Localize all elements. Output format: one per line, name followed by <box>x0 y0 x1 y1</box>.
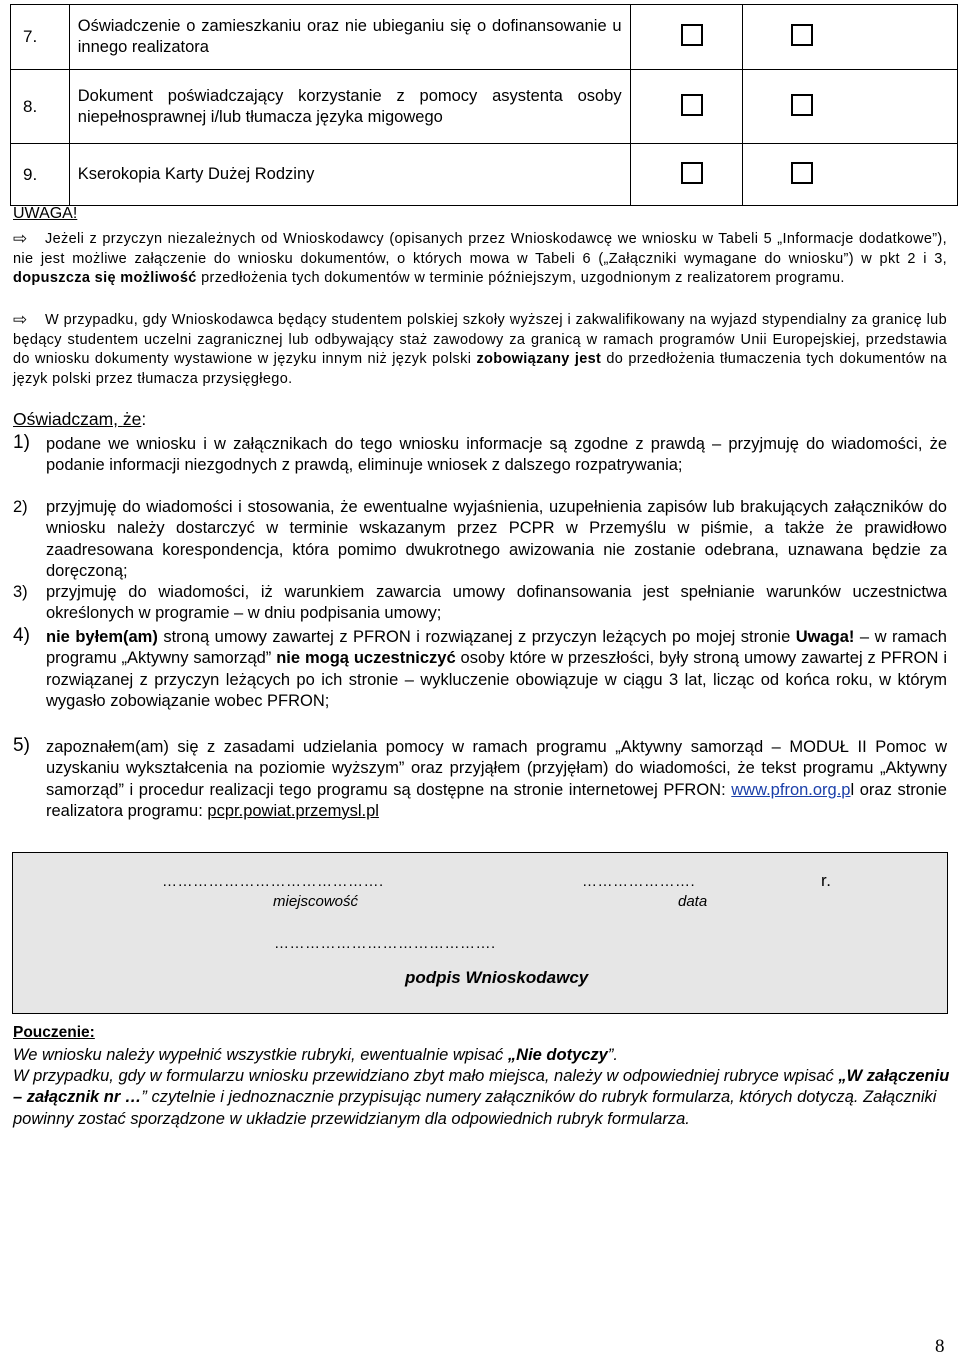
date-suffix: r. <box>821 871 832 890</box>
row-number: 9. <box>11 144 70 206</box>
item-number: 2) <box>13 498 28 516</box>
item-number: 1) <box>13 432 30 453</box>
note-emphasis: dopuszcza się możliwość <box>13 270 197 287</box>
declaration-item <box>13 737 947 822</box>
place-field[interactable]: ……………………………………. <box>162 873 384 890</box>
row-description: Dokument poświadczający korzystanie z pomocy asystenta osoby niepełnosprawnej i/lub tłumacza języka migowego <box>69 70 630 144</box>
heading-part: Oświadczam, <box>13 409 123 429</box>
row-description: Kserokopia Karty Dużej Rodziny <box>69 144 630 206</box>
row-description: Oświadczenie o zamieszkaniu oraz nie ubieganiu się o dofinansowanie u innego realizatora <box>69 5 630 70</box>
attachments-table <box>10 4 958 206</box>
warning-note <box>13 311 947 389</box>
item-text: przyjmuję do wiadomości, iż warunkiem zawarcia umowy dofinansowania jest spełnianie warunków uczestnictwa określonych w programie – w dniu podpisania umowy; <box>46 583 947 623</box>
signature-label: podpis Wnioskodawcy <box>405 968 589 987</box>
declaration-item <box>13 497 947 582</box>
pcpr-link[interactable]: pcpr.powiat.przemysl.pl <box>207 801 379 820</box>
instructions-part: ” czytelnie i jednoznacznie przypisując numery załączników do rubryk formularza, których dotyczą. Załączniki powinny zostać sporządzone w układzie przewidzianym dla odpowiednich rubryk formularza. <box>13 1088 937 1128</box>
note-text: W przypadku, gdy Wnioskodawca będący studentem polskiej szkoły wyższej i zakwalifikowany na wyjazd stypendialny za granicę lub będący studentem uczelni zagranicznej lub odbywający staż zawodowy za granicą w ramach programów Unii Europejskiej, przedstawia do wniosku dokumenty wystawione w języku innym niż język polski <box>13 312 947 368</box>
item-number: 5) <box>13 735 30 756</box>
heading-part: : <box>141 409 147 429</box>
signature-field[interactable]: ……………………………………. <box>274 935 496 952</box>
page-number: 8 <box>935 1336 945 1357</box>
note-text: do przedłożenia tłumaczenia tych dokumentów na język polski przez tłumacza przysięgłego. <box>13 351 947 387</box>
item-text-part: stroną umowy zawartej z PFRON i rozwiązanej z przyczyn leżących po mojej stronie <box>157 628 796 646</box>
item-number: 4) <box>13 625 30 646</box>
warning-heading: UWAGA! <box>13 205 78 222</box>
instructions-emphasis: „W załączeniu – załącznik nr … <box>13 1067 950 1107</box>
item-text <box>46 627 947 712</box>
note-text: przedłożenia tych dokumentów w terminie późniejszym, uzgodnionym z realizatorem programu. <box>196 270 845 287</box>
note-text: Jeżeli z przyczyn niezależnych od Wnioskodawcy (opisanych przez Wnioskodawcę we wniosku w Tabeli 5 „Informacje dodatkowe”), nie jest możliwe załączenie do wniosku dokumentów, o których mowa w Tabeli 6 („Załączniki wymagane do wniosku”) w pkt 2 i 3, <box>13 231 947 267</box>
item-text <box>46 737 947 822</box>
declaration-item <box>13 582 947 625</box>
item-number: 3) <box>13 583 28 601</box>
arrow-right-icon: ⇨ <box>13 229 28 248</box>
declaration-item <box>13 627 947 712</box>
item-text-part: zapoznałem(am) się z zasadami udzielania pomocy w ramach programu „Aktywny samorząd – MODUŁ II Pomoc w uzyskaniu wykształcenia na poziomie wyższym” oraz przyjąłem (przyjęłam) do wiadomości, że tekst programu „Aktywny samorząd” i procedur realizacji tego programu są dostępne na stronie internetowej PFRON: <box>46 738 947 799</box>
checkbox-cell <box>743 144 958 206</box>
pfron-link[interactable]: www.pfron.org.p <box>731 780 851 799</box>
instructions-heading: Pouczenie: <box>13 1024 95 1041</box>
warning-note <box>13 230 947 289</box>
row-number: 7. <box>11 5 70 70</box>
item-text-part: – w ramach programu „Aktywny samorząd” <box>46 628 947 668</box>
checkbox-cell <box>630 144 743 206</box>
item-text-part: l oraz stronie realizatora programu: <box>46 780 947 820</box>
item-emphasis: nie byłem(am) <box>46 628 158 646</box>
signature-box <box>12 852 948 1014</box>
instructions-part: We wniosku należy wypełnić wszystkie rubryki, ewentualnie wpisać <box>13 1046 508 1064</box>
checkbox[interactable] <box>791 162 813 184</box>
table-row <box>11 5 958 70</box>
checkbox-cell <box>630 70 743 144</box>
checkbox-cell <box>630 5 743 70</box>
checkbox[interactable] <box>681 162 703 184</box>
heading-part: że <box>122 409 142 429</box>
checkbox-cell <box>743 5 958 70</box>
checkbox[interactable] <box>681 24 703 46</box>
item-text: podane we wniosku i w załącznikach do tego wniosku informacje są zgodne z prawdą – przyjmuję do wiadomości, że podanie informacji niezgodnych z prawdą, eliminuje wniosek z dalszego rozpatrywania; <box>46 435 947 475</box>
checkbox[interactable] <box>681 94 703 116</box>
note-emphasis: zobowiązany jest <box>476 351 602 368</box>
item-emphasis: nie mogą uczestniczyć <box>276 649 456 668</box>
row-number: 8. <box>11 70 70 144</box>
date-field[interactable]: …………………. <box>582 873 696 890</box>
table-row <box>11 144 958 206</box>
item-text-part: osoby które w przeszłości, były stroną umowy zawartej z PFRON i rozwiązanej z przyczyn leżących po ich stronie – wykluczenie obowiązuje w ciągu 3 lat, licząc od końca roku, w którym wygasło zobowiązanie wobec PFRON; <box>46 649 947 710</box>
checkbox[interactable] <box>791 94 813 116</box>
item-text: przyjmuję do wiadomości i stosowania, że ewentualne wyjaśnienia, uzupełnienia zapisów lub brakujących załączników do wniosku należy dostarczyć w terminie wskazanym przez PCPR w Przemyślu w piśmie, a także że prawidłowo zaadresowana korespondencja, która pomimo dwukrotnego awizowania nie zostanie odebrana, uznawana będzie za doręczoną; <box>46 498 947 580</box>
item-emphasis: Uwaga! <box>795 628 855 646</box>
instructions-part: ”. <box>607 1046 618 1064</box>
instructions-emphasis: „Nie dotyczy <box>507 1046 608 1064</box>
declaration-heading <box>13 409 146 430</box>
instructions-text <box>13 1045 953 1130</box>
instructions-part: W przypadku, gdy w formularzu wniosku przewidziano zbyt mało miejsca, należy w odpowiedniej rubryce wpisać <box>13 1067 839 1086</box>
declaration-item <box>13 434 947 477</box>
date-label: data <box>678 893 708 910</box>
checkbox-cell <box>743 70 958 144</box>
checkbox[interactable] <box>791 24 813 46</box>
place-label: miejscowość <box>273 893 359 910</box>
table-row <box>11 70 958 144</box>
arrow-right-icon: ⇨ <box>13 310 28 329</box>
